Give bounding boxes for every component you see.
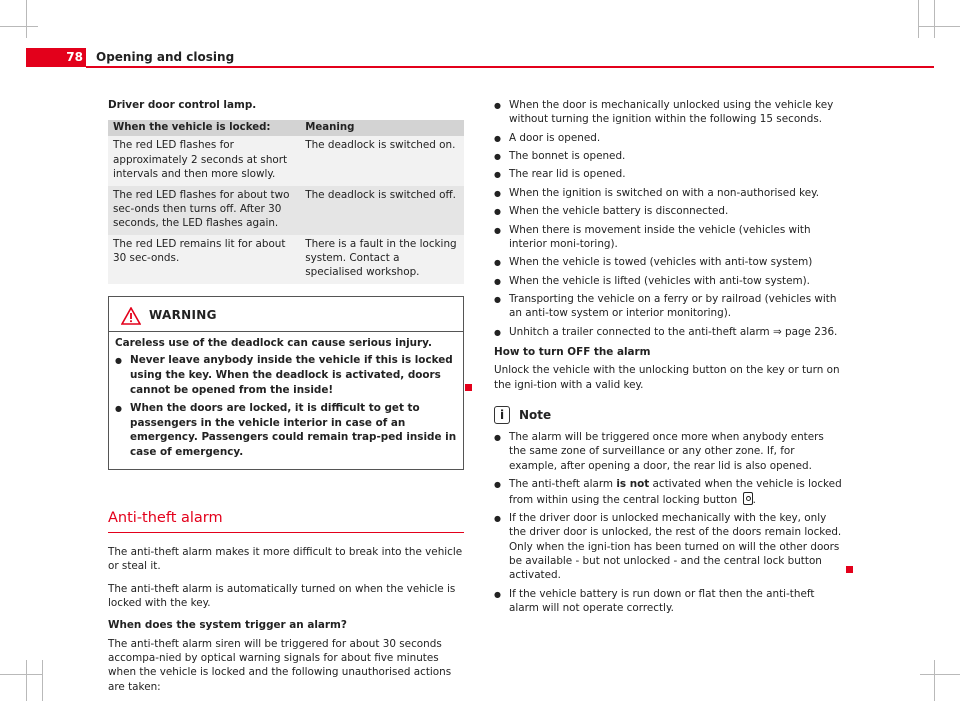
warning-item: ● When the doors are locked, it is difficult to get to passengers in the vehicle interior in case of an emergency. Passengers could remain trap-ped inside in case of emergency. xyxy=(115,401,457,460)
warning-lead: Careless use of the deadlock can cause serious injury. xyxy=(115,336,432,349)
note-emphasis: is not xyxy=(616,478,650,491)
note-info-icon: i xyxy=(494,406,510,424)
list-item: ● When the vehicle battery is disconnected. xyxy=(494,204,844,218)
table-cell: There is a fault in the locking system. Contact a specialised workshop. xyxy=(300,235,464,284)
list-item: ● The rear lid is opened. xyxy=(494,167,844,181)
list-item: ● When there is movement inside the vehicle (vehicles with interior moni-toring). xyxy=(494,223,844,252)
crop-mark xyxy=(0,674,42,675)
list-item: ● When the ignition is switched on with a non-authorised key. xyxy=(494,186,844,200)
left-column xyxy=(108,98,464,702)
list-item: ● Transporting the vehicle on a ferry or by railroad (vehicles with an anti-tow system or interior monitoring). xyxy=(494,292,844,321)
lamp-heading: Driver door control lamp. xyxy=(108,99,257,111)
crop-mark xyxy=(918,0,919,38)
off-heading: How to turn OFF the alarm xyxy=(494,346,651,359)
paragraph: The anti-theft alarm siren will be triggered for about 30 seconds accompa-nied by optical warning signals for about five minutes when the vehicle is locked and the following unauthorised actions are taken: xyxy=(108,637,452,693)
table-cell: The deadlock is switched off. xyxy=(300,186,464,235)
warning-title: WARNING xyxy=(149,308,217,323)
list-item: ● When the vehicle is towed (vehicles with anti-tow system) xyxy=(494,255,844,269)
table-cell: The red LED remains lit for about 30 sec-onds. xyxy=(108,235,300,284)
note-item: ● If the vehicle battery is run down or flat then the anti-theft alarm will not operate correctly. xyxy=(494,587,844,616)
paragraph: The anti-theft alarm makes it more difficult to break into the vehicle or steal it. xyxy=(108,545,463,573)
table-header-cell: When the vehicle is locked: xyxy=(108,120,300,136)
table-row xyxy=(108,136,464,185)
trigger-list xyxy=(494,98,844,339)
warning-triangle-icon xyxy=(121,307,141,325)
header-rule xyxy=(86,66,934,68)
crop-mark xyxy=(934,0,935,38)
table-row xyxy=(108,186,464,235)
table-cell: The red LED flashes for approximately 2 seconds at short intervals and then more slowly. xyxy=(108,136,300,185)
list-item: ● When the door is mechanically unlocked using the vehicle key without turning the ignition within the following 15 seconds. xyxy=(494,98,844,127)
warning-divider xyxy=(109,331,463,332)
warning-header xyxy=(115,301,457,331)
section-end-marker xyxy=(465,384,472,391)
list-item: ● When the vehicle is lifted (vehicles with anti-tow system). xyxy=(494,274,844,288)
crop-mark xyxy=(918,26,960,27)
crop-mark xyxy=(934,660,935,701)
note-text: The anti-theft alarm xyxy=(509,478,617,491)
section-end-marker xyxy=(846,566,853,573)
list-item: ● The bonnet is opened. xyxy=(494,149,844,163)
lamp-table xyxy=(108,120,464,283)
list-item: ● A door is opened. xyxy=(494,131,844,145)
list-item: ● Unhitch a trailer connected to the anti-theft alarm ⇒ page 236. xyxy=(494,325,844,339)
central-lock-icon xyxy=(743,492,753,505)
note-header xyxy=(494,406,844,424)
crop-mark xyxy=(42,660,43,701)
crop-mark xyxy=(920,674,960,675)
warning-list xyxy=(115,353,457,459)
warning-item: ● Never leave anybody inside the vehicle if this is locked using the key. When the deadlock is activated, doors cannot be opened from the inside! xyxy=(115,353,457,397)
right-column xyxy=(494,98,844,621)
section-title: Anti-theft alarm xyxy=(108,508,464,533)
table-cell: The red LED flashes for about two sec-onds then turns off. After 30 seconds, the LED flashes again. xyxy=(108,186,300,235)
paragraph: Unlock the vehicle with the unlocking button on the key or turn on the igni-tion with a valid key. xyxy=(494,364,840,391)
warning-box xyxy=(108,296,464,470)
paragraph: The anti-theft alarm is automatically turned on when the vehicle is locked with the key. xyxy=(108,582,456,609)
crop-mark xyxy=(26,660,27,701)
table-header-row xyxy=(108,120,464,136)
note-item xyxy=(494,477,844,507)
note-text: activated when the vehicle is locked from within using the central locking button xyxy=(509,478,842,506)
note-list xyxy=(494,430,844,615)
crop-mark xyxy=(0,26,38,27)
note-text: . xyxy=(752,493,756,506)
note-title: Note xyxy=(519,407,552,422)
table-cell: The deadlock is switched on. xyxy=(300,136,464,185)
table-row xyxy=(108,235,464,284)
note-item: ● The alarm will be triggered once more when anybody enters the same zone of surveillance or any other zone. If, for example, after opening a door, the rear lid is also opened. xyxy=(494,430,844,473)
table-header-cell: Meaning xyxy=(300,120,464,136)
page-header-title: Opening and closing xyxy=(96,50,235,64)
page-number: 78 xyxy=(26,48,86,67)
note-item: ● If the driver door is unlocked mechanically with the key, only the driver door is unlocked, the rest of the doors remain locked. Only when the igni-tion has been turned on will the other doors be available - but not unlocked - and the central lock button activated. xyxy=(494,511,844,583)
trigger-heading: When does the system trigger an alarm? xyxy=(108,619,347,632)
crop-mark xyxy=(26,0,27,38)
